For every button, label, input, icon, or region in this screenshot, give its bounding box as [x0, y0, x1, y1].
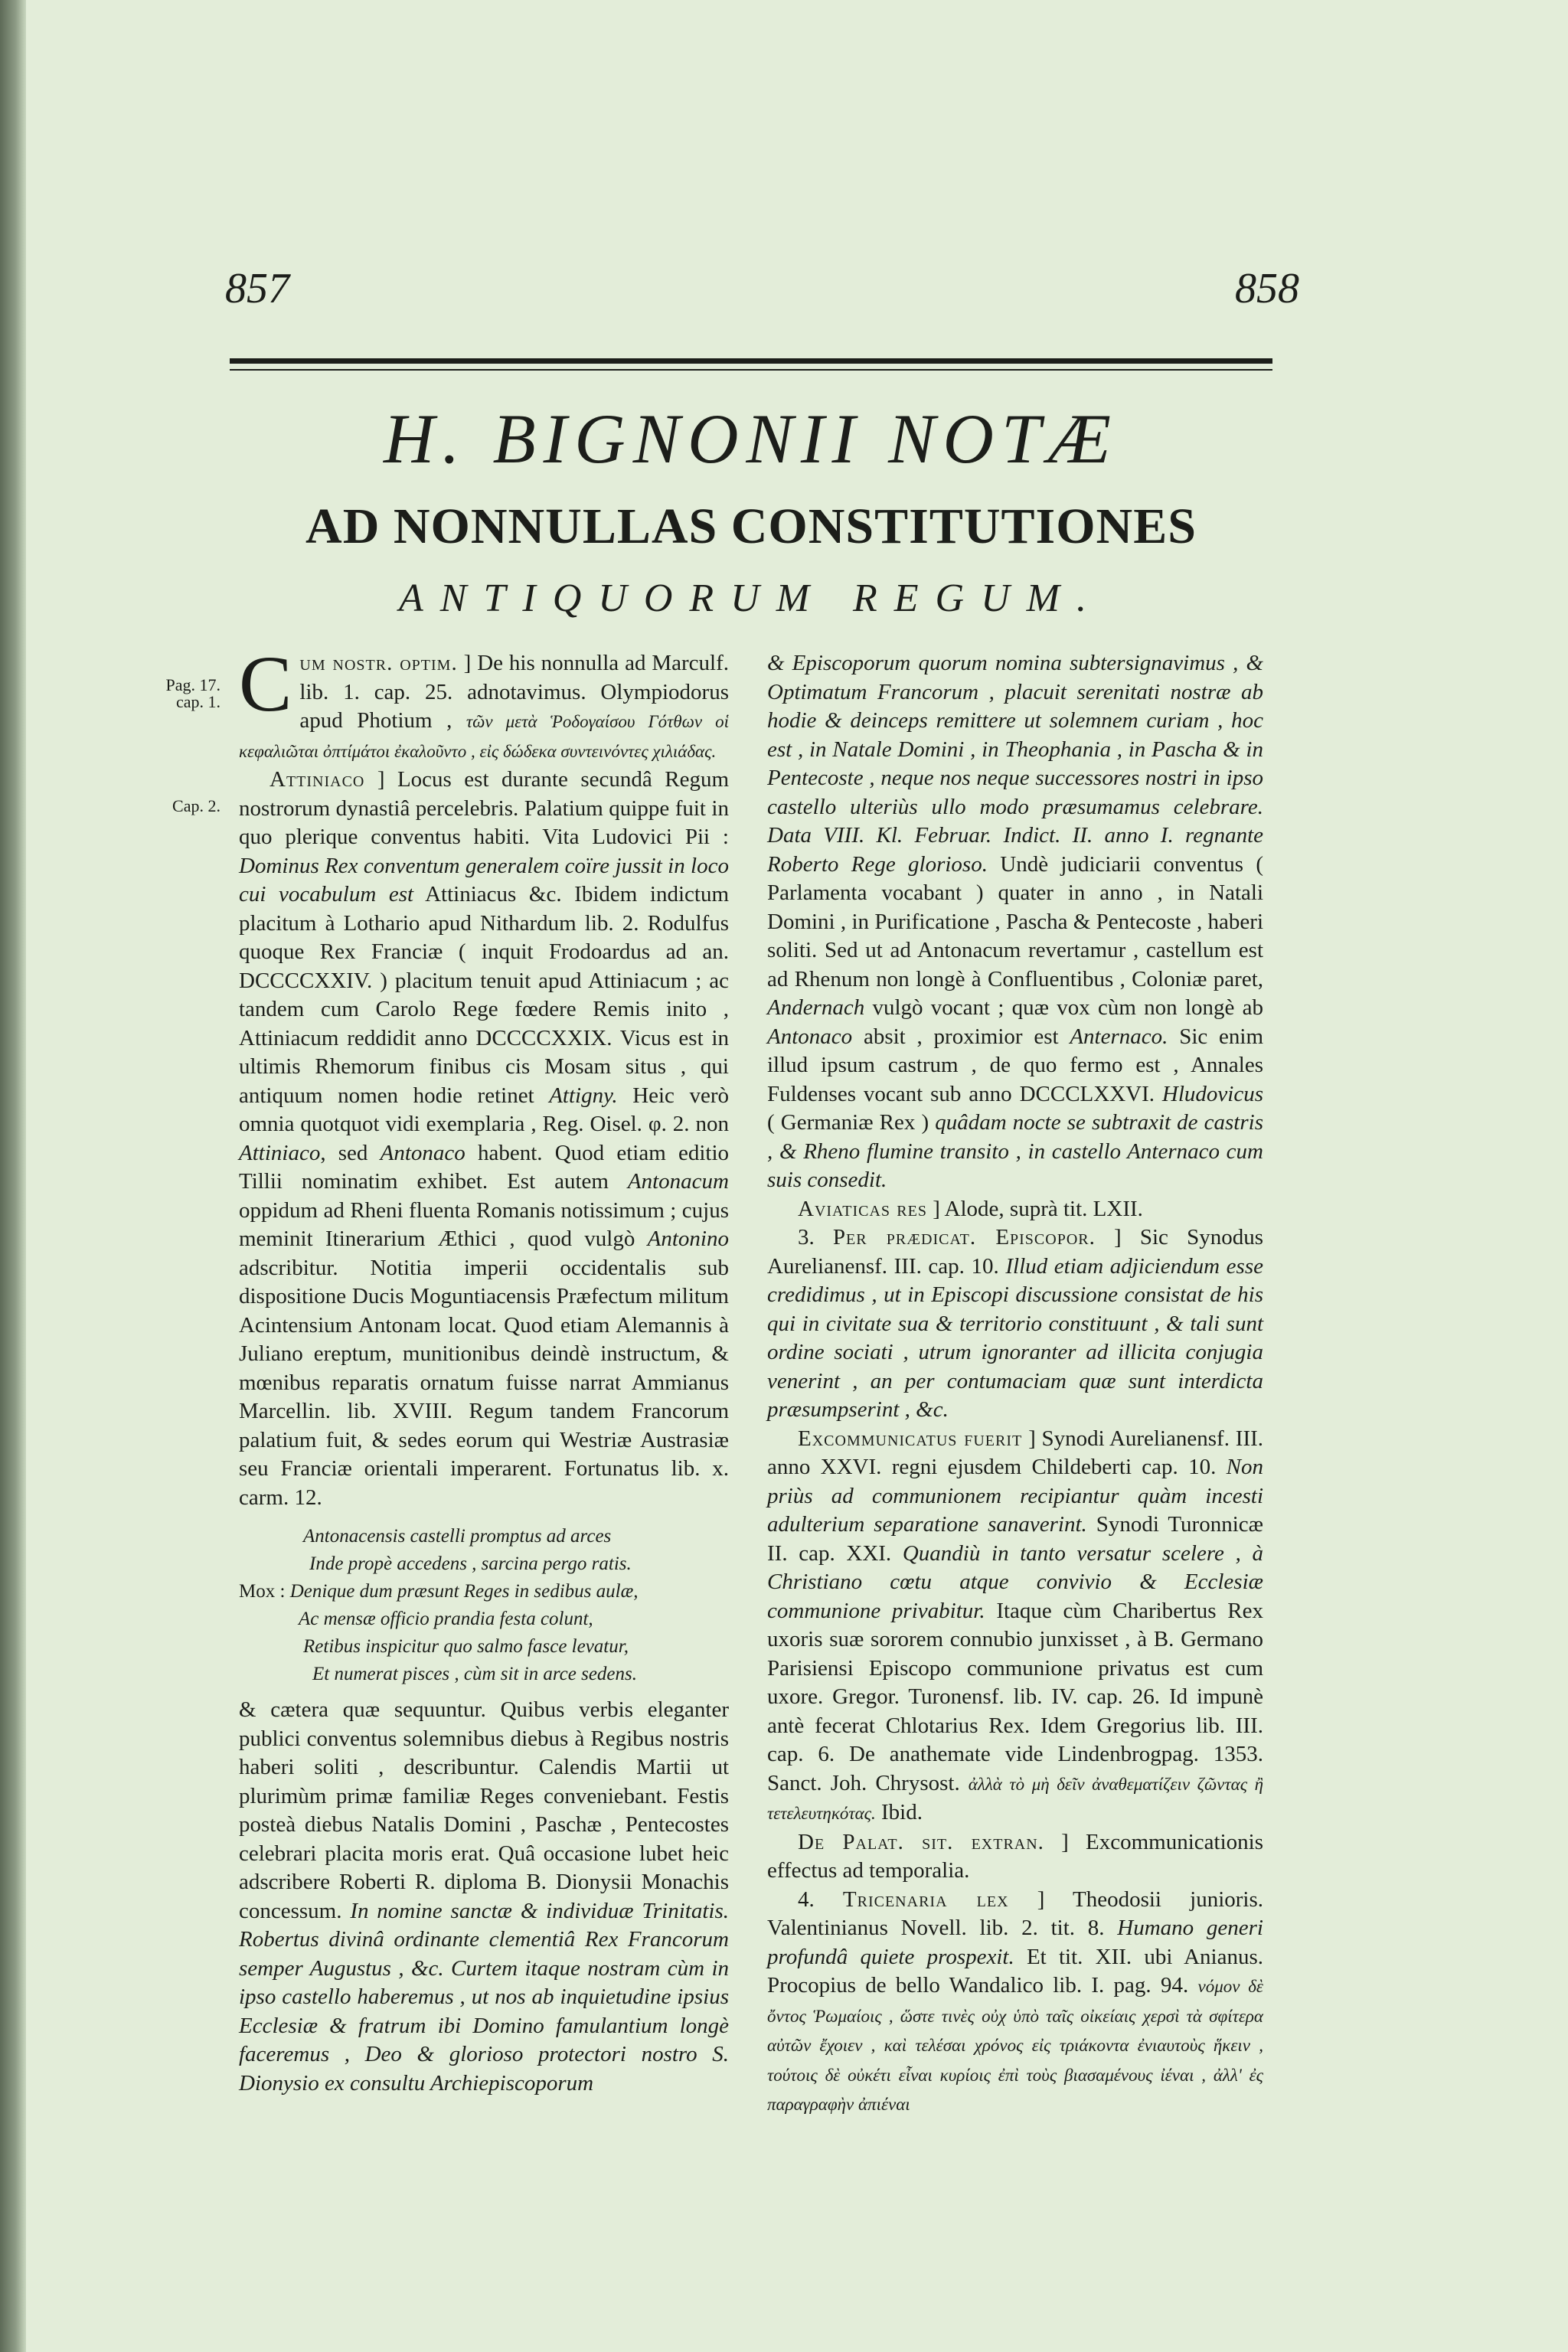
text: ] Theodosii junioris. Valentinianus Novell. lib. 2. tit. 8.: [767, 1886, 1263, 1940]
left-column: [239, 640, 730, 2098]
lemma: Excommunicatus fuerit: [798, 1426, 1023, 1451]
lemma: Aviaticas res: [798, 1196, 927, 1221]
margin-note-2: Cap. 2.: [172, 796, 220, 815]
text: absit , proximior est: [863, 1024, 1059, 1049]
text: ] Alode, suprà tit. LXII.: [933, 1196, 1143, 1221]
verse-line: [239, 1578, 729, 1606]
text: Undè judiciarii conventus ( Parlamenta vocabant ) quater in anno , in Natali Domini , in Purificatione , Pascha & Pentecoste , haberi soliti. Sed ut ad Antonacum revertamur , castellum est ad Rhenum non longè à Confluentibus , Coloniæ paret,: [767, 851, 1264, 991]
paragraph-de-palat: [767, 1828, 1263, 1886]
text: Heic verò omnia quotquot vidi exemplaria , Reg. Oisel. φ. 2. non: [239, 1083, 730, 1136]
italic-text: Andernach: [767, 995, 865, 1020]
text: oppidum ad Rheni fluenta Romanis notissimum ; cujus meminit Itinerarium Æthici , quod vulgò: [239, 1197, 729, 1251]
text: ( Germaniæ Rex ): [767, 1110, 929, 1135]
title-line-1: H. BIGNONII NOTÆ: [384, 400, 1119, 478]
paragraph-diploma-cont: [767, 649, 1263, 1195]
header-rule-thin: [230, 369, 1272, 371]
margin-note-1: Pag. 17. cap. 1.: [165, 675, 220, 711]
italic-text: Antonaco: [767, 1024, 853, 1049]
text: Itaque cùm Charibertus Rex uxoris suæ sororem connubio junxisset , à B. Germano Parisiensi Episcopo communione privatus est cum uxore. Gregor. Turonensf. lib. IV. cap. 26. Id impunè antè fecerat Chlotarius Rex. Idem Gregorius lib. III. cap. 6. De anathemate vide Lindenbrogpag. 1353. Sanct. Joh. Chrysost.: [767, 1598, 1263, 1795]
paragraph-aviaticas: [767, 1195, 1263, 1224]
lemma: Per prædicat. Episcopor.: [832, 1225, 1096, 1250]
italic-text: Antonacum: [627, 1169, 729, 1194]
italic-text: Non priùs ad communionem recipiantur quàm incesti adulterium separatione sanaverint.: [767, 1455, 1264, 1537]
italic-text: Attiniaco: [239, 1140, 321, 1165]
text: Sic enim illud ipsum castrum , de quo fermo est , Annales Fuldenses vocant sub anno DCCCLXXVI.: [767, 1024, 1264, 1106]
text: ] Excommunicationis effectus ad temporalia.: [767, 1829, 1263, 1883]
text: ] Locus est durante secundâ Regum nostrorum dynastiâ percelebris. Palatium quippe fuit in quo plerique conventus habiti. Vita Ludovici Pii :: [239, 767, 730, 849]
page-number-left: 857: [225, 265, 289, 312]
text: Ibid.: [881, 1800, 923, 1824]
verse-intro: Mox :: [239, 1581, 286, 1602]
text: Attiniacus &c. Ibidem indictum placitum à Lothario apud Nithardum lib. 2. Rodulfus quoque Rex Franciæ ( inquit Frodoardus ad an. DCCCCXXIV. ) placitum tenuit apud Attiniacum ; ac tandem cum Carolo Rege fœdere Remis inito , Attiniacum reddidit anno DCCCCXXIX. Vicus est in ultimis Rhemorum finibus cis Mosam situs , qui antiquum nomen hodie retinet: [239, 882, 730, 1108]
lemma: um nostr. optim.: [299, 651, 458, 675]
paragraph-excommunicatus: [767, 1425, 1263, 1828]
paragraph-attiniaco: [239, 766, 729, 1512]
greek-quote: ἀλλὰ τὸ μὴ δεῖν ἀναθεματίζειν ζῶντας ἢ τετελευτηκότας.: [767, 1774, 1263, 1823]
text: , sed: [320, 1140, 368, 1165]
header-rule-thick: [230, 358, 1272, 364]
italic-text: Attigny.: [549, 1083, 618, 1108]
italic-text: Antonaco: [380, 1140, 466, 1165]
verse-line: Ac mensæ officio prandia festa colunt,: [299, 1609, 593, 1629]
title-line-2: AD NONNULLAS CONSTITUTIONES: [305, 498, 1197, 554]
text: habent. Quod etiam editio Tillii nominatim exhibet. Est autem: [239, 1140, 730, 1194]
italic-text: Illud etiam adjiciendum esse credidimus , ut in Episcopi discussione consistat de his qui in civitate sua & territorio constituunt , & tali sunt ordine sociati , utrum ignoranter ad illicita conjugia venerint , an per contumaciam quæ sunt interdicta præsumpserint , &c.: [767, 1253, 1263, 1422]
italic-text: & Episcoporum quorum nomina subtersignavimus , & Optimatum Francorum , placuit serenitati nostræ ab hodie & deinceps remittere ut solemnem curiam , hoc est , in Natale Domini , in Theophania , in Pascha & in Pentecoste , neque nos neque successores nostri in ipso castello ulteriùs ullo modo præsumamus celebrare. Data VIII. Kl. Februar. Indict. II. anno I. regnante Roberto Rege glorioso.: [767, 651, 1263, 877]
italic-text: Antonino: [647, 1227, 729, 1251]
paragraph-cum-nostr: [239, 640, 730, 766]
page-number-right: 858: [1235, 265, 1299, 312]
verse-line: Inde propè accedens , sarcina pergo ratis.: [309, 1553, 632, 1574]
greek-quote: νόμον δὲ ὄντος Ῥωμαίοις , ὥστε τινὲς οὐχ ὑπὸ ταῖς οἰκείαις χερσὶ τὰ σφίτερα αὐτῶν ἔχοιεν , καὶ τελέσαι χρόνος εἰς τριάκοντα ἐνιαυτοὺς ἥκειν , τούτοις δὲ οὐκέτι εἶναι κυρίοις ἐπὶ τοὺς βιασαμένους ἰέναι , ἀλλ' ἐς παραγραφὴν ἀπιέναι: [767, 1977, 1263, 2114]
text: Et tit. XII. ubi Anianus. Procopius de bello Wandalico lib. I. pag. 94.: [767, 1944, 1263, 1998]
drop-cap: C: [239, 640, 292, 728]
text: adscribitur. Notitia imperii occidentalis sub dispositione Ducis Moguntiacensis Præfectum militum Acintensium Antonam locat. Quod etiam Alemannis à Juliano ereptum, munitionibus deindè instructum, & mœnibus reparatis ornatum fuisse narrat Ammianus Marcellin. lib. XVIII. Regum tandem Francorum palatium fuit, & sedes eorum qui Westriæ Austrasiæ seu Franciæ orientali imperarent. Fortunatus lib. x. carm. 12.: [239, 1255, 729, 1510]
verse-text: Denique dum præsunt Reges in sedibus aulæ,: [289, 1581, 639, 1602]
verse-line: Retibus inspicitur quo salmo fasce levatur,: [303, 1636, 629, 1657]
verse-line: Et numerat pisces , cùm sit in arce sedens.: [312, 1664, 637, 1684]
italic-text: Humano generi profundâ quiete prospexit.: [767, 1916, 1263, 1969]
lemma: De Palat. sit. extran.: [798, 1829, 1044, 1854]
note-number: 3.: [798, 1225, 815, 1250]
verse-line: Antonacensis castelli promptus ad arces: [303, 1526, 612, 1547]
text: ] Sic Synodus Aurelianensf. III. cap. 10.: [767, 1225, 1263, 1279]
italic-text: Dominus Rex conventum generalem coïre jussit in loco cui vocabulum est: [239, 853, 729, 906]
italic-text: quâdam nocte se subtraxit de castris , & Rheno flumine transito , in castello Anternaco cum suis consedit.: [767, 1110, 1263, 1192]
text: Synodi Turonnicæ II. cap. XXI.: [767, 1512, 1263, 1566]
lemma: Attiniaco: [270, 767, 365, 792]
italic-text: Hludovicus: [1161, 1081, 1263, 1106]
paragraph-tricenaria: [767, 1886, 1263, 2119]
verse-quote: [239, 1523, 729, 1688]
paragraph-per-praedicat: [767, 1223, 1263, 1425]
text: ] Synodi Aurelianensf. III. anno XXVI. regni ejusdem Childeberti cap. 10.: [767, 1426, 1264, 1479]
paragraph-caetera: [239, 1696, 729, 2098]
italic-text: Quandiù in tanto versatur scelere , à Christiano cœtu atque convivio & Ecclesiæ communione privabitur.: [767, 1540, 1263, 1623]
note-number: 4.: [798, 1886, 815, 1912]
italic-text: Anternaco.: [1070, 1024, 1168, 1049]
book-spine-shadow: [0, 0, 26, 2352]
text: & cætera quæ sequuntur. Quibus verbis eleganter publici conventus solemnibus diebus à Regibus nostris haberi soliti , describuntur. Calendis Martii ut plurimùm primæ familiæ Reges conveniebant. Festis posteà diebus Natalis Domini , Paschæ , Pentecostes celebrari placita moris erat. Quâ occasione lubet heic adscribere Roberti R. diploma B. Dionysii Monachis concessum.: [239, 1697, 729, 1923]
text: ] De his nonnulla ad Marculf. lib. 1. cap. 25. adnotavimus. Olympiodorus apud Photium ,: [299, 651, 730, 733]
title-line-3: ANTIQUORUM REGUM.: [399, 577, 1103, 620]
text: vulgò vocant ; quæ vox cùm non longè ab: [872, 995, 1263, 1020]
italic-text: In nomine sanctæ & individuæ Trinitatis. Robertus divinâ ordinante clementiâ Rex Francorum semper Augustus , &c. Curtem itaque nostram cùm in ipso castello haberemus , ut nos ab inquietudine ipsius Ecclesiæ & fratrum ibi Domino famulantium longè faceremus , Deo & glorioso protectori nostro S. Dionysio ex consultu Archiepiscoporum: [239, 1898, 729, 2096]
greek-quote: τῶν μετὰ Ῥοδογαίσου Γότθων οἱ κεφαλιῶται ὀπτίμάτοι ἐκαλοῦντο , εἰς δώδεκα συντεινόντες χιλιάδας.: [239, 712, 730, 761]
lemma: Tricenaria lex: [842, 1886, 1009, 1912]
right-column: [767, 649, 1263, 2119]
